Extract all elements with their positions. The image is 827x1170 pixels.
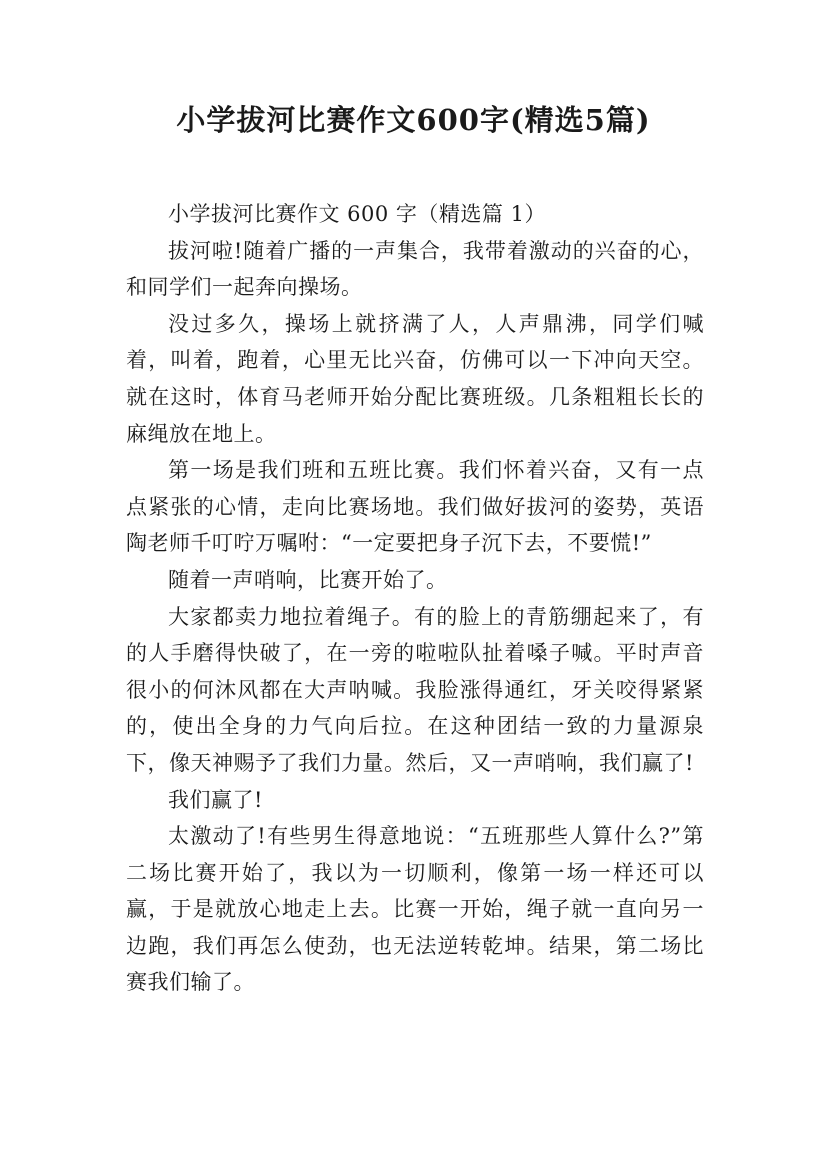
paragraph: 没过多久，操场上就挤满了人，人声鼎沸，同学们喊着，叫着，跑着，心里无比兴奋，仿佛可以一下冲向天空。就在这时，体育马老师开始分配比赛班级。几条粗粗长长的麻绳放在地上。 bbox=[126, 311, 704, 446]
paragraph: 第一场是我们班和五班比赛。我们怀着兴奋，又有一点点紧张的心情，走向比赛场地。我们做好拔河的姿势，英语陶老师千叮咛万嘱咐：“一定要把身子沉下去，不要慌!” bbox=[126, 458, 704, 556]
paragraph: 拔河啦!随着广播的一声集合，我带着激动的兴奋的心，和同学们一起奔向操场。 bbox=[126, 238, 704, 300]
document-body bbox=[126, 196, 704, 1001]
paragraph-subtitle: 小学拔河比赛作文 600 字（精选篇 1） bbox=[168, 202, 546, 226]
document-title: 小学拔河比赛作文600字(精选5篇) bbox=[176, 103, 651, 137]
paragraph: 大家都卖力地拉着绳子。有的脸上的青筋绷起来了，有的人手磨得快破了，在一旁的啦啦队扯着嗓子喊。平时声音很小的何沐风都在大声呐喊。我脸涨得通红，牙关咬得紧紧的，使出全身的力气向后拉。在这种团结一致的力量源泉下，像天神赐予了我们力量。然后，又一声哨响，我们赢了! bbox=[126, 604, 704, 775]
paragraph: 我们赢了! bbox=[168, 787, 263, 812]
paragraph: 太激动了!有些男生得意地说：“五班那些人算什么?”第二场比赛开始了，我以为一切顺利，像第一场一样还可以赢，于是就放心地走上去。比赛一开始，绳子就一直向另一边跑，我们再怎么使劲，也无法逆转乾坤。结果，第二场比赛我们输了。 bbox=[126, 824, 704, 995]
paragraph: 随着一声哨响，比赛开始了。 bbox=[168, 567, 448, 592]
